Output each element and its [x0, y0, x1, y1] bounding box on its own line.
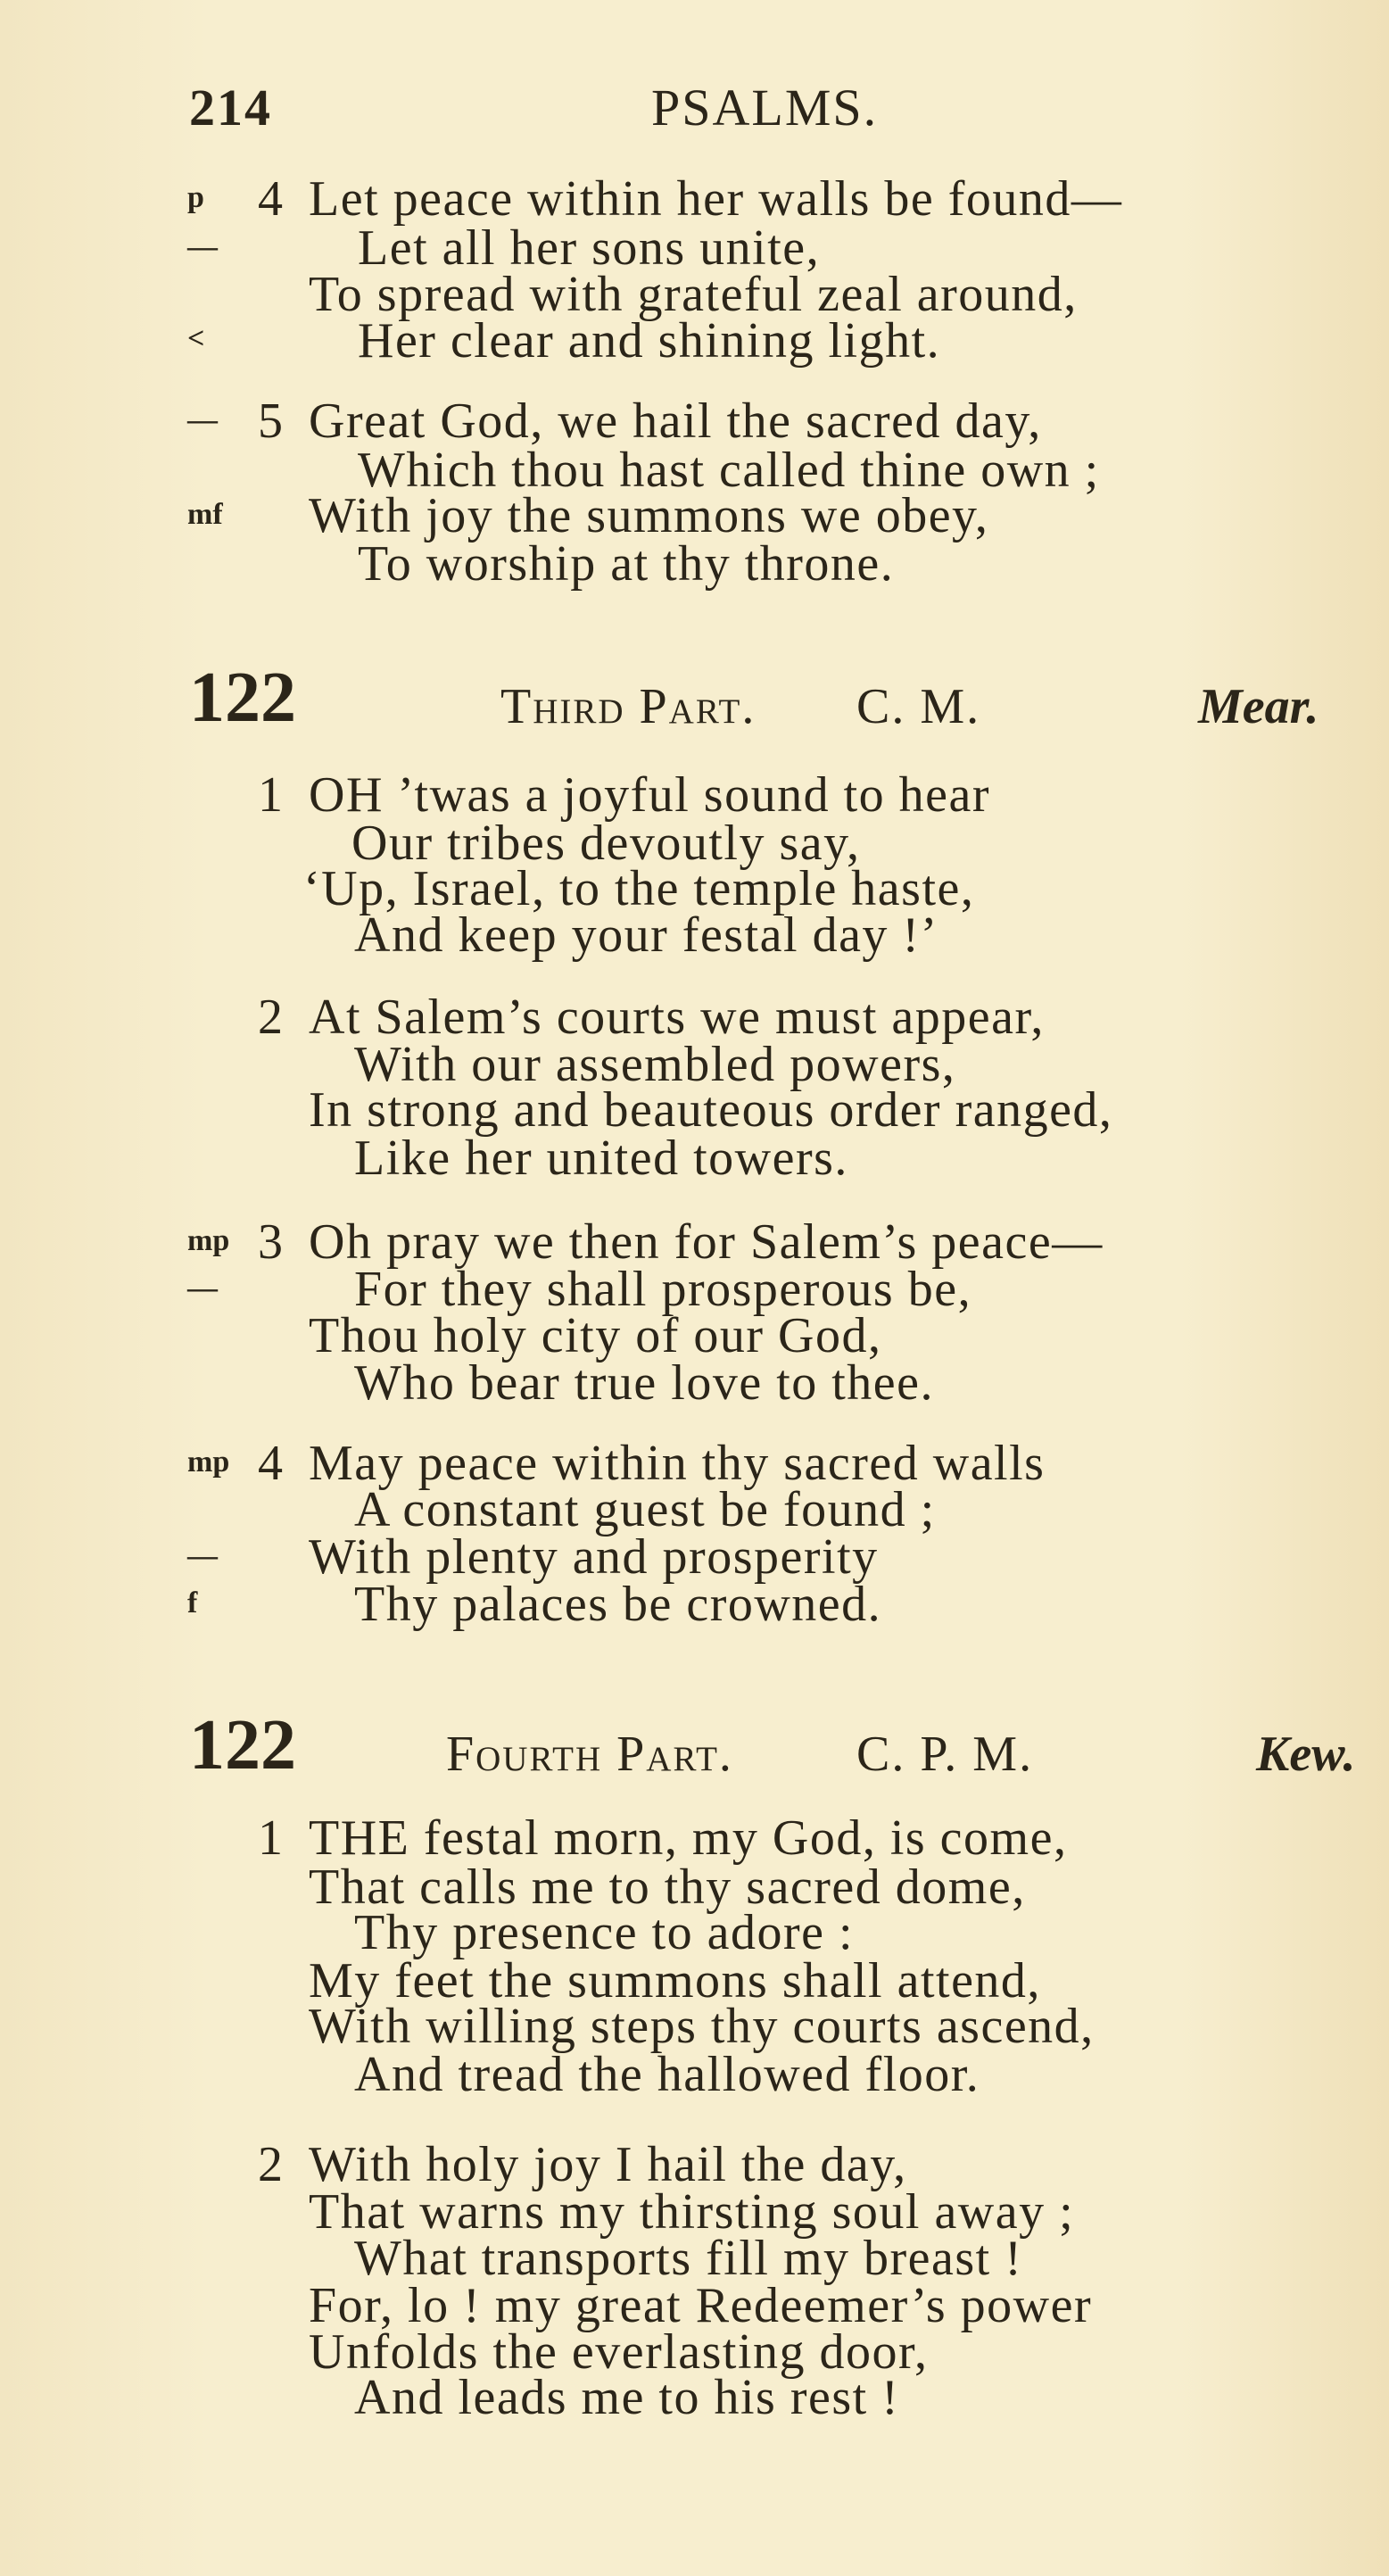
verse-line: Unfolds the everlasting door, [309, 2324, 929, 2380]
hymn-number: 122 [189, 1706, 296, 1785]
verse-line: ‘Up, Israel, to the temple haste, [303, 861, 975, 916]
stanza-number: 1 [258, 1810, 283, 1866]
dynamic-mark: mp [187, 1224, 230, 1257]
dynamic-mark: — [187, 1539, 218, 1572]
dynamic-mark: — [187, 230, 218, 263]
hymn-number: 122 [189, 658, 296, 737]
verse-line: Great God, we hail the sacred day, [309, 393, 1042, 449]
verse-line: For they shall prosperous be, [354, 1262, 972, 1317]
verse-line: With joy the summons we obey, [309, 488, 989, 543]
verse-line: That warns my thirsting soul away ; [309, 2184, 1075, 2240]
running-title: PSALMS. [651, 79, 879, 137]
verse-line: Which thou hast called thine own ; [358, 443, 1100, 498]
hymn-meter: C. P. M. [856, 1727, 1034, 1782]
verse-line: With our assembled powers, [354, 1037, 956, 1092]
dynamic-mark: — [187, 1271, 218, 1305]
stanza-number: 1 [258, 767, 283, 823]
verse-line: My feet the summons shall attend, [309, 1953, 1041, 2009]
stanza-number: 2 [258, 990, 283, 1045]
verse-line: With plenty and prosperity [309, 1529, 879, 1585]
verse-line: And keep your festal day !’ [354, 907, 938, 963]
verse-line: Let peace within her walls be found— [309, 171, 1123, 227]
verse-line: And leads me to his rest ! [354, 2370, 900, 2425]
dynamic-mark: mp [187, 1445, 230, 1479]
verse-line: What transports fill my breast ! [354, 2231, 1023, 2286]
hymn-part: Fourth Part. [446, 1727, 733, 1782]
verse-line: With holy joy I hail the day, [309, 2137, 907, 2192]
verse-line: Her clear and shining light. [358, 313, 941, 369]
verse-line: A constant guest be found ; [354, 1482, 936, 1537]
verse-line: And tread the hallowed floor. [354, 2047, 980, 2102]
stanza-number: 5 [258, 393, 283, 449]
verse-line: In strong and beauteous order ranged, [309, 1082, 1113, 1138]
stanza-number: 4 [258, 1436, 283, 1491]
verse-line: Thou holy city of our God, [309, 1308, 882, 1363]
verse-line: OH ’twas a joyful sound to hear [309, 767, 990, 823]
hymn-meter: C. M. [856, 679, 981, 734]
verse-line: Thy palaces be crowned. [354, 1577, 882, 1632]
verse-line: For, lo ! my great Redeemer’s power [309, 2278, 1093, 2333]
stanza-number: 2 [258, 2137, 283, 2192]
verse-line: Like her united towers. [354, 1131, 848, 1186]
verse-line: With willing steps thy courts ascend, [309, 1999, 1095, 2054]
tune-name: Kew. [1256, 1727, 1356, 1782]
dynamic-mark: mf [187, 498, 223, 531]
verse-line: May peace within thy sacred walls [309, 1436, 1046, 1491]
dynamic-mark: p [187, 181, 204, 214]
verse-line: Thy presence to adore : [354, 1905, 855, 1960]
verse-line: To spread with grateful zeal around, [309, 267, 1078, 322]
verse-line: Our tribes devoutly say, [351, 816, 861, 871]
page-number: 214 [189, 79, 272, 137]
stanza-number: 4 [258, 171, 283, 227]
verse-line: Let all her sons unite, [358, 220, 821, 276]
verse-line: That calls me to thy sacred dome, [309, 1860, 1026, 1915]
tune-name: Mear. [1198, 679, 1319, 734]
dynamic-mark: f [187, 1586, 198, 1619]
verse-line: To worship at thy throne. [358, 536, 895, 592]
verse-line: THE festal morn, my God, is come, [309, 1810, 1068, 1866]
verse-line: Who bear true love to thee. [354, 1355, 935, 1411]
hymn-part: Third Part. [500, 679, 757, 734]
dynamic-mark: < [187, 322, 205, 355]
stanza-number: 3 [258, 1214, 283, 1270]
verse-line: At Salem’s courts we must appear, [309, 990, 1045, 1045]
dynamic-mark: — [187, 403, 218, 436]
verse-line: Oh pray we then for Salem’s peace— [309, 1214, 1104, 1270]
